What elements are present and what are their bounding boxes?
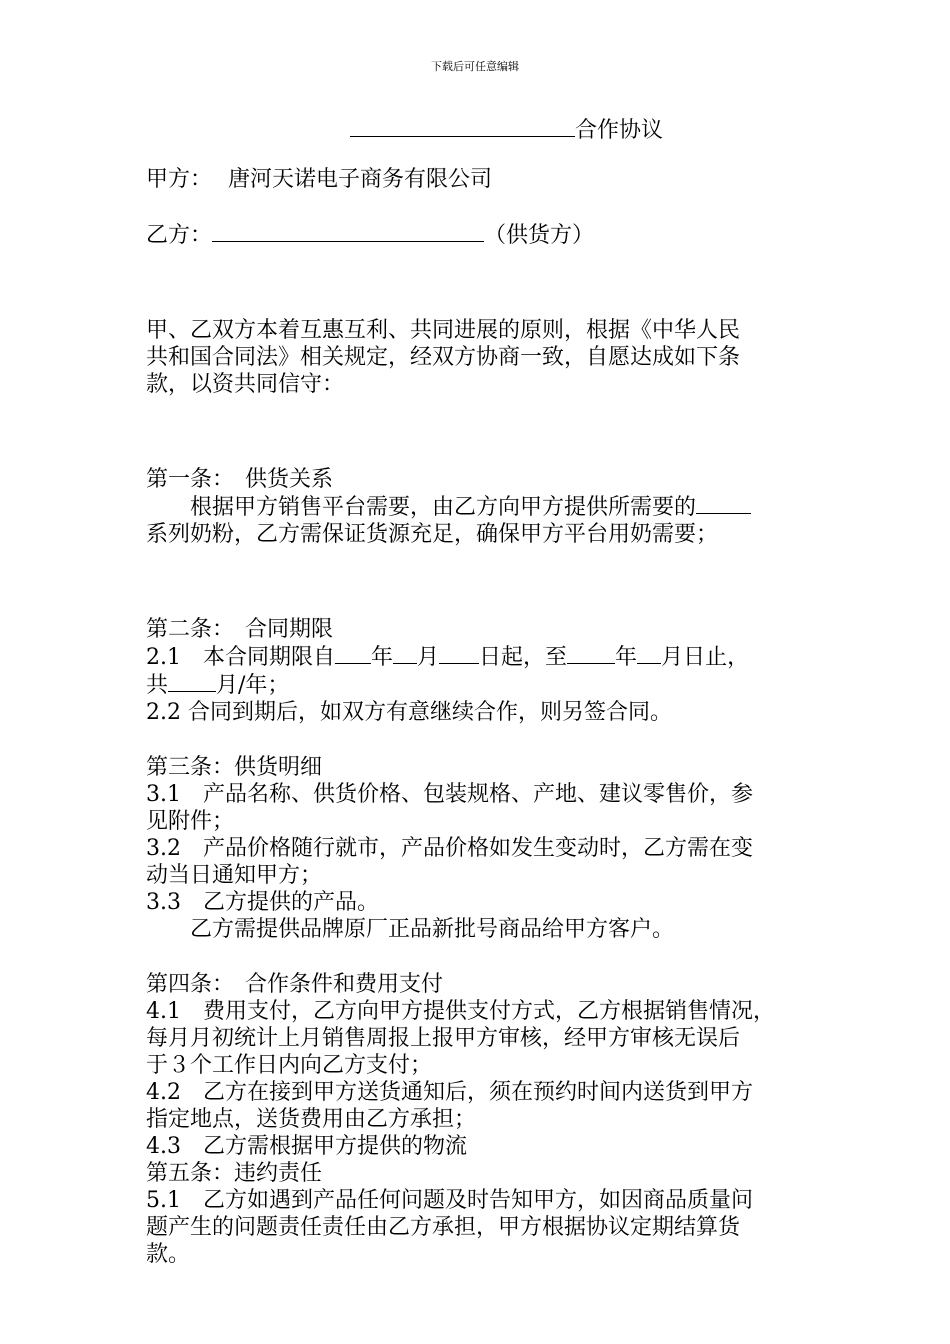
fill-blank	[696, 493, 751, 514]
article-text: 3.2 产品价格随行就市，产品价格如发生变动时，乙方需在变	[146, 836, 753, 861]
article-heading: 第二条： 合同期限	[146, 617, 334, 642]
fill-blank	[567, 643, 615, 664]
fill-blank	[393, 643, 417, 664]
article-text: 4.3 乙方需根据甲方提供的物流	[146, 1134, 467, 1159]
party-b-label: 乙方：	[146, 223, 213, 248]
article-text: 4.1 费用支付，乙方向甲方提供支付方式，乙方根据销售情况，	[146, 999, 775, 1024]
article-text: 每月月初统计上月销售周报上报甲方审核，经甲方审核无误后	[146, 1026, 741, 1051]
preamble-line: 款，以资共同信守：	[146, 372, 345, 397]
page-header: 下载后可任意编辑	[431, 60, 519, 73]
title: 合作协议	[575, 118, 664, 143]
article-text: 2.2 合同到期后，如双方有意继续合作，则另签合同。	[146, 700, 672, 725]
fill-blank	[168, 671, 216, 692]
article-4	[146, 971, 826, 1160]
article-text: 3.1 产品名称、供货价格、包装规格、产地、建议零售价，参	[146, 782, 753, 807]
title-line	[350, 116, 826, 144]
article-heading: 第三条：供货明细	[146, 755, 323, 780]
article-heading: 第四条： 合作条件和费用支付	[146, 972, 444, 997]
article-text: 动当日通知甲方；	[146, 863, 323, 888]
party-a-label: 甲方：	[146, 167, 213, 192]
article-text: 于３个工作日内向乙方支付；	[146, 1053, 433, 1078]
party-a-name: 唐河天诺电子商务有限公司	[228, 167, 493, 192]
article-text: 共 月/年；	[146, 673, 290, 698]
article-text: 款。	[146, 1242, 191, 1267]
article-text: 指定地点，送货费用由乙方承担；	[146, 1107, 477, 1132]
article-heading: 第五条：违约责任	[146, 1161, 323, 1186]
party-b-blank	[212, 221, 484, 242]
article-text: 乙方需提供品牌原厂正品新批号商品给甲方客户。	[190, 917, 675, 942]
party-b-note: （供货方）	[484, 223, 595, 248]
article-text: 题产生的问题责任责任由乙方承担，甲方根据协议定期结算货	[146, 1215, 741, 1240]
fill-blank	[637, 643, 661, 664]
article-text: 4.2 乙方在接到甲方送货通知后，须在预约时间内送货到甲方	[146, 1080, 753, 1105]
article-text: 5.1 乙方如遇到产品任何问题及时告知甲方，如因商品质量问	[146, 1188, 753, 1213]
article-text: 根据甲方销售平台需要，由乙方向甲方提供所需要的	[146, 493, 826, 521]
fill-blank	[439, 643, 479, 664]
article-text: 见附件；	[146, 809, 235, 834]
preamble	[146, 317, 826, 398]
document-body	[146, 112, 826, 1268]
preamble-line: 共和国合同法》相关规定，经双方协商一致，自愿达成如下条	[146, 345, 741, 370]
article-3	[146, 754, 826, 943]
party-b-line	[146, 221, 826, 249]
fill-blank	[335, 643, 371, 664]
article-1	[146, 466, 826, 548]
article-heading: 第一条： 供货关系	[146, 467, 334, 492]
preamble-line: 甲、乙双方本着互惠互利、共同进展的原则，根据《中华人民	[146, 318, 741, 343]
party-a-line	[146, 166, 826, 193]
article-text: 2.1 本合同期限自 年 月 日起，至 年 月日止，	[146, 645, 750, 670]
article-2	[146, 616, 826, 726]
title-blank	[350, 116, 575, 137]
article-text: 3.3 乙方提供的产品。	[146, 890, 379, 915]
article-text: 系列奶粉，乙方需保证货源充足，确保甲方平台用奶需要；	[146, 522, 719, 547]
article-5	[146, 1160, 826, 1268]
